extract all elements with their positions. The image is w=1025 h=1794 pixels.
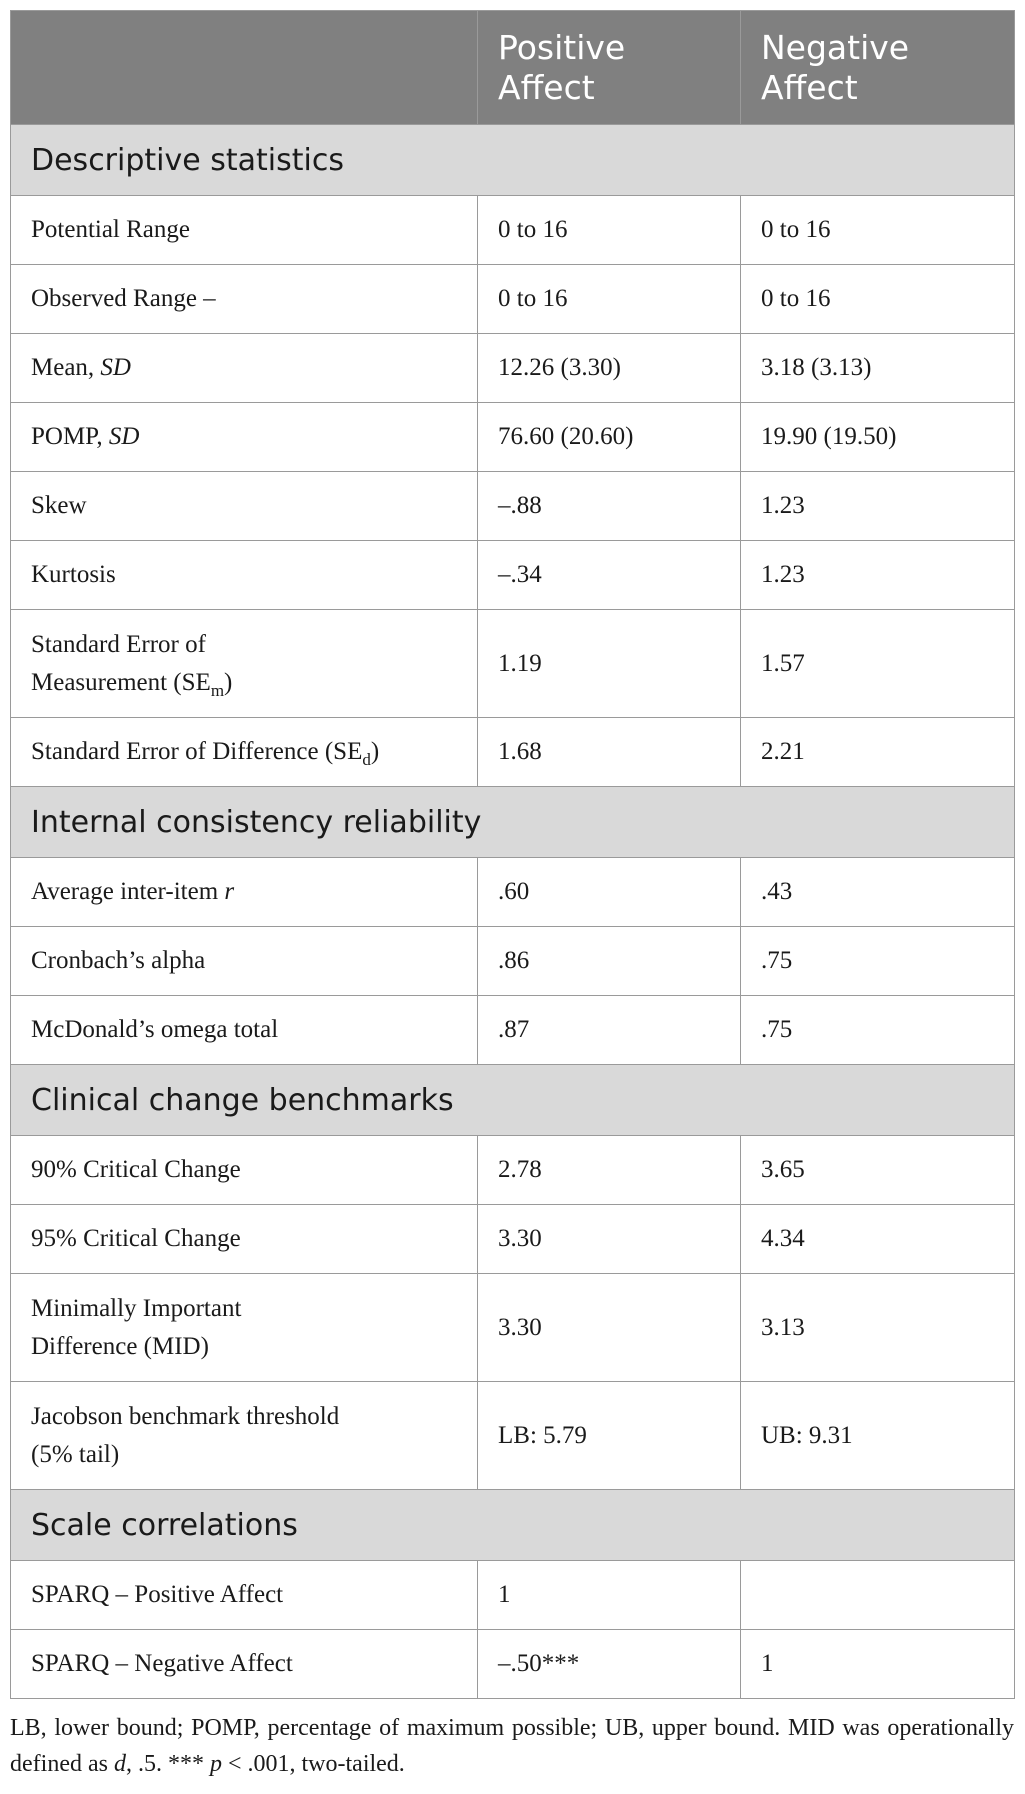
label-line1: Standard Error of xyxy=(31,630,206,658)
cell-negative: 4.34 xyxy=(741,1205,1015,1274)
table-row xyxy=(11,610,1015,718)
row-label: Skew xyxy=(11,472,478,541)
row-label: Kurtosis xyxy=(11,541,478,610)
table-row xyxy=(11,196,1015,265)
label-line2: Measurement (SE xyxy=(31,668,211,696)
table-row xyxy=(11,1136,1015,1205)
header-row xyxy=(11,11,1015,125)
section-internal-consistency xyxy=(11,787,1015,858)
cell-positive: 1 xyxy=(478,1561,741,1630)
cell-negative: UB: 9.31 xyxy=(741,1382,1015,1490)
header-negative-affect xyxy=(741,11,1015,125)
header-positive-line2: Affect xyxy=(498,67,595,107)
cell-negative: 1.23 xyxy=(741,541,1015,610)
cell-negative: .75 xyxy=(741,927,1015,996)
table-row xyxy=(11,334,1015,403)
cell-negative: 2.21 xyxy=(741,718,1015,787)
cell-positive: 3.30 xyxy=(478,1274,741,1382)
cell-positive: 1.19 xyxy=(478,610,741,718)
label-text: Average inter-item xyxy=(31,878,225,905)
cell-positive: .86 xyxy=(478,927,741,996)
section-descriptive xyxy=(11,125,1015,196)
cell-positive: –.88 xyxy=(478,472,741,541)
label-text: Mean, xyxy=(31,354,101,381)
table-footnote xyxy=(10,1710,1014,1782)
table-row xyxy=(11,858,1015,927)
cell-negative: .75 xyxy=(741,996,1015,1065)
label-subscript: m xyxy=(210,680,225,700)
cell-positive: .87 xyxy=(478,996,741,1065)
label-text: POMP, xyxy=(31,423,109,450)
cell-negative: 1 xyxy=(741,1630,1015,1699)
cell-negative: 0 to 16 xyxy=(741,196,1015,265)
cell-negative xyxy=(741,1561,1015,1630)
row-label: Cronbach’s alpha xyxy=(11,927,478,996)
table-row xyxy=(11,265,1015,334)
table-row xyxy=(11,996,1015,1065)
table-row xyxy=(11,927,1015,996)
table-row xyxy=(11,1561,1015,1630)
section-title: Scale correlations xyxy=(11,1490,1015,1561)
header-positive-affect xyxy=(478,11,741,125)
cell-negative: .43 xyxy=(741,858,1015,927)
label-sd: SD xyxy=(108,423,140,450)
note-text-3: < .001, two-tailed. xyxy=(221,1751,405,1777)
cell-negative: 3.18 (3.13) xyxy=(741,334,1015,403)
cell-positive: 0 to 16 xyxy=(478,265,741,334)
cell-positive: 12.26 (3.30) xyxy=(478,334,741,403)
label-line1: Jacobson benchmark threshold xyxy=(31,1402,340,1430)
cell-positive: –.50*** xyxy=(478,1630,741,1699)
row-label xyxy=(11,403,478,472)
cell-negative: 1.57 xyxy=(741,610,1015,718)
row-label: SPARQ – Negative Affect xyxy=(11,1630,478,1699)
table-row xyxy=(11,541,1015,610)
section-scale-correlations xyxy=(11,1490,1015,1561)
section-title: Clinical change benchmarks xyxy=(11,1065,1015,1136)
section-title: Internal consistency reliability xyxy=(11,787,1015,858)
cell-negative: 3.13 xyxy=(741,1274,1015,1382)
cell-positive: 3.30 xyxy=(478,1205,741,1274)
row-label: Observed Range – xyxy=(11,265,478,334)
row-label: SPARQ – Positive Affect xyxy=(11,1561,478,1630)
cell-negative: 0 to 16 xyxy=(741,265,1015,334)
label-r: r xyxy=(224,878,235,905)
table-container xyxy=(10,10,1014,1699)
row-label xyxy=(11,858,478,927)
label-line2: (5% tail) xyxy=(31,1440,120,1468)
row-label xyxy=(11,334,478,403)
label-subscript: d xyxy=(362,750,371,769)
statistics-table xyxy=(10,10,1015,1699)
row-label: Potential Range xyxy=(11,196,478,265)
cell-positive: .60 xyxy=(478,858,741,927)
cell-negative: 3.65 xyxy=(741,1136,1015,1205)
label-sd: SD xyxy=(100,354,131,381)
note-d: d xyxy=(113,1751,126,1777)
label-line2: Difference (MID) xyxy=(31,1332,209,1360)
cell-negative: 19.90 (19.50) xyxy=(741,403,1015,472)
label-close: ) xyxy=(370,738,380,765)
cell-positive: LB: 5.79 xyxy=(478,1382,741,1490)
header-positive-line1: Positive xyxy=(498,27,626,67)
section-title: Descriptive statistics xyxy=(11,125,1015,196)
cell-negative: 1.23 xyxy=(741,472,1015,541)
table-row xyxy=(11,403,1015,472)
label-close: ) xyxy=(224,668,233,696)
row-label: 90% Critical Change xyxy=(11,1136,478,1205)
row-label xyxy=(11,1382,478,1490)
row-label xyxy=(11,1274,478,1382)
cell-positive: 0 to 16 xyxy=(478,196,741,265)
label-line1: Minimally Important xyxy=(31,1294,242,1322)
label-text: Standard Error of Difference (SE xyxy=(31,738,363,765)
table-row xyxy=(11,1630,1015,1699)
cell-positive: 1.68 xyxy=(478,718,741,787)
row-label xyxy=(11,718,478,787)
section-clinical-change xyxy=(11,1065,1015,1136)
cell-positive: 2.78 xyxy=(478,1136,741,1205)
table-row xyxy=(11,718,1015,787)
note-text-1: LB, lower bound; POMP, percentage of maximum possible; UB, upper bound. MID was operationally defined as xyxy=(10,1715,1014,1777)
cell-positive: 76.60 (20.60) xyxy=(478,403,741,472)
header-negative-line2: Affect xyxy=(761,67,858,107)
table-row xyxy=(11,1274,1015,1382)
note-p: p xyxy=(209,1751,222,1777)
header-empty-cell xyxy=(11,11,478,125)
table-row xyxy=(11,472,1015,541)
row-label xyxy=(11,610,478,718)
header-negative-line1: Negative xyxy=(761,27,910,67)
table-row xyxy=(11,1205,1015,1274)
row-label: McDonald’s omega total xyxy=(11,996,478,1065)
table-row xyxy=(11,1382,1015,1490)
note-text-2: , .5. *** xyxy=(125,1751,210,1777)
cell-positive: –.34 xyxy=(478,541,741,610)
row-label: 95% Critical Change xyxy=(11,1205,478,1274)
